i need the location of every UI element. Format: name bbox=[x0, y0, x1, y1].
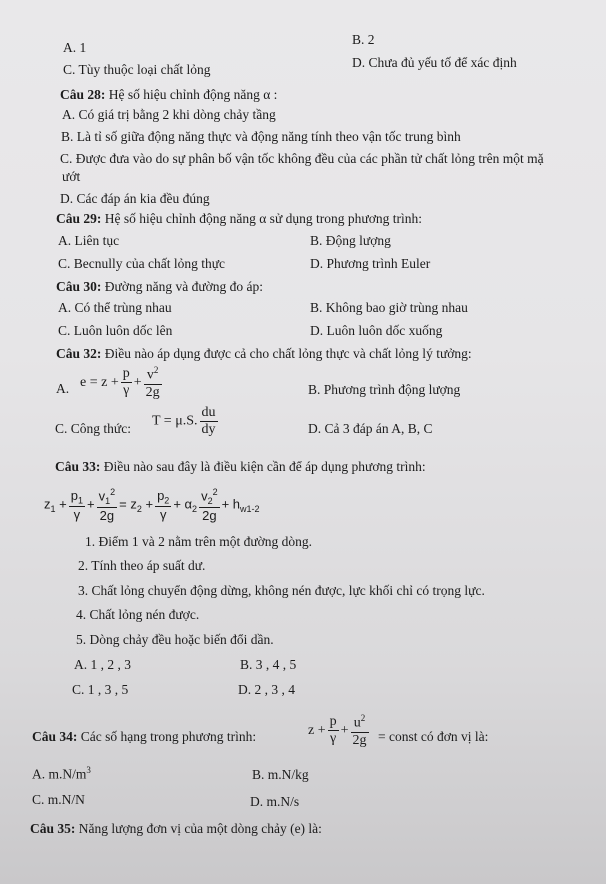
question-30: Câu 30: Đường năng và đường đo áp: bbox=[56, 279, 264, 294]
question-34: Câu 34: Các số hạng trong phương trình: bbox=[32, 729, 257, 744]
q28-option-a: A. Có giá trị bằng 2 khi dòng chảy tầng bbox=[62, 107, 276, 122]
q33-condition-4: 4. Chất lỏng nén được. bbox=[76, 607, 200, 622]
q33-condition-1: 1. Điểm 1 và 2 nằm trên một đường dòng. bbox=[85, 534, 313, 549]
q28-option-b: B. Là tỉ số giữa động năng thực và động năng tính theo vận tốc trung bình bbox=[61, 129, 461, 144]
q34-option-a: A. $m.N/m^3$ bbox=[32, 765, 91, 782]
question-35: Câu 35: Năng lượng đơn vị của một dòng chảy (e) là: bbox=[30, 821, 322, 836]
option-b: B. 2 bbox=[352, 32, 375, 47]
q34-formula-tail: = const có đơn vị là: bbox=[378, 729, 489, 744]
q33-condition-3: 3. Chất lỏng chuyển động dừng, không nén được, lực khối chỉ có trọng lực. bbox=[78, 583, 485, 598]
q29-option-a: A. Liên tục bbox=[58, 233, 120, 248]
q30-option-d: D. Luôn luôn dốc xuống bbox=[310, 323, 443, 338]
option-c: C. Tùy thuộc loại chất lỏng bbox=[63, 62, 211, 77]
q30-option-a: A. Có thể trùng nhau bbox=[58, 300, 172, 315]
q29-option-c: C. Becnully của chất lỏng thực bbox=[58, 256, 226, 271]
q30-option-b: B. Không bao giờ trùng nhau bbox=[310, 300, 468, 315]
q32-option-a-formula: e = z + $\frac{p}{\gamma}$ + $\frac{v^2}{2g}$ bbox=[80, 365, 160, 400]
q33-condition-2: 2. Tính theo áp suất dư. bbox=[78, 558, 206, 573]
q33-option-c: C. 1 , 3 , 5 bbox=[72, 682, 129, 697]
option-a: A. 1 bbox=[63, 40, 87, 55]
q32-option-c-label: C. Công thức: bbox=[55, 421, 131, 436]
q34-option-d: D. m.N/s bbox=[250, 794, 300, 809]
question-33: Câu 33: Điều nào sau đây là điều kiện cần để áp dụng phương trình: bbox=[55, 459, 426, 474]
q33-option-d: D. 2 , 3 , 4 bbox=[238, 682, 295, 697]
question-32: Câu 32: Điều nào áp dụng được cả cho chất lỏng thực và chất lỏng lý tưởng: bbox=[56, 346, 472, 361]
q28-option-c: C. Được đưa vào do sự phân bố vận tốc không đều của các phần tử chất lỏng trên một mặ bbox=[60, 151, 544, 166]
q33-condition-5: 5. Dòng chảy đều hoặc biến đổi dần. bbox=[76, 632, 274, 647]
q32-option-d: D. Cả 3 đáp án A, B, C bbox=[308, 421, 433, 436]
q32-option-b: B. Phương trình động lượng bbox=[308, 382, 461, 397]
option-d: D. Chưa đủ yếu tố để xác định bbox=[352, 55, 517, 70]
q32-option-a-label: A. bbox=[56, 381, 70, 396]
q29-option-d: D. Phương trình Euler bbox=[310, 256, 431, 271]
q34-option-c: C. m.N/N bbox=[32, 792, 85, 807]
q34-formula: z + $\frac{p}{\gamma}$ + $\frac{u^2}{2g}$ bbox=[308, 713, 367, 748]
q29-option-b: B. Động lượng bbox=[310, 233, 391, 248]
question-29: Câu 29: Hệ số hiệu chỉnh động năng α sử dụng trong phương trình: bbox=[56, 211, 422, 226]
q32-option-c-formula: T = μ.S. $\frac{du}{dy}$ bbox=[152, 405, 216, 437]
q34-option-b: B. m.N/kg bbox=[252, 767, 309, 782]
q33-option-a: A. 1 , 2 , 3 bbox=[74, 657, 131, 672]
q33-option-b: B. 3 , 4 , 5 bbox=[240, 657, 297, 672]
q33-equation: $z_1$ + $\frac{p_1}{\gamma}$ + $\frac{v_1^2}{2g}$ = $z_2$ + $\frac{p_2}{\gamma}$ + $\alpha_2$ $\frac{v_2^2}{2g}$ + $h_{w1-2}$ bbox=[44, 487, 260, 523]
q30-option-c: C. Luôn luôn dốc lên bbox=[58, 323, 173, 338]
question-28: Câu 28: Hệ số hiệu chỉnh động năng α : bbox=[60, 87, 278, 102]
q28-option-c-cont: ướt bbox=[62, 169, 81, 184]
q28-option-d: D. Các đáp án kia đều đúng bbox=[60, 191, 210, 206]
